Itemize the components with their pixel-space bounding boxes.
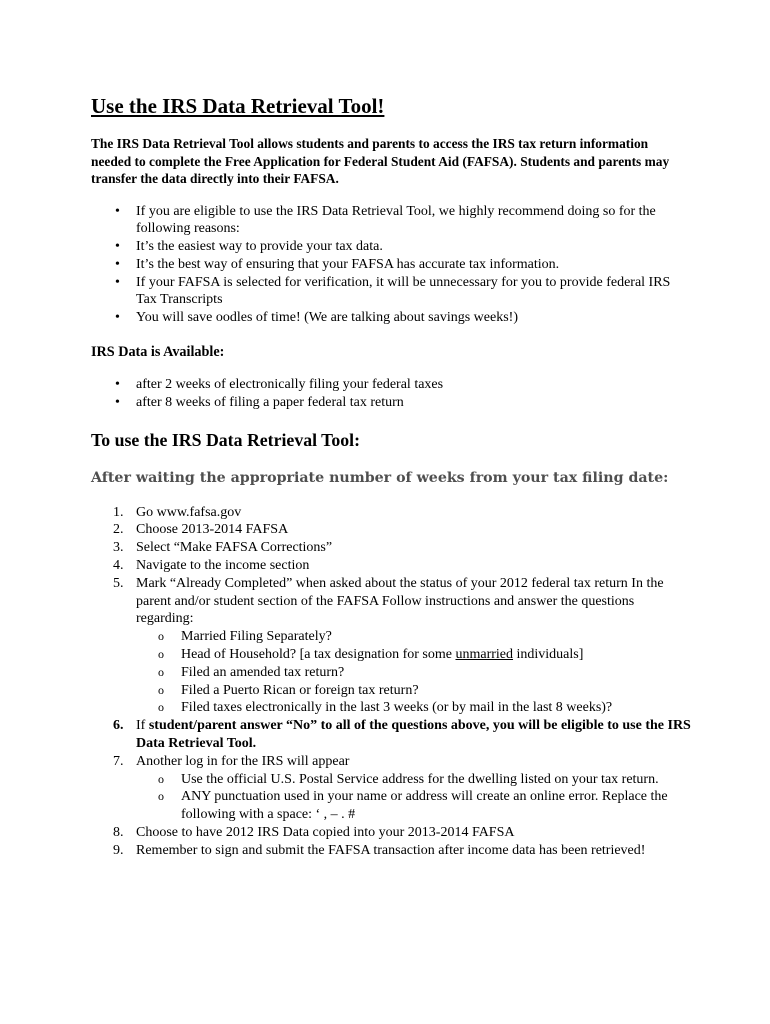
step-9: 9. Remember to sign and submit the FAFSA transaction after income data has been retrieved! xyxy=(113,842,646,858)
list-item: • It’s the easiest way to provide your tax data. xyxy=(115,239,383,255)
bullet-icon: • xyxy=(115,377,120,393)
step-5-questions xyxy=(136,628,691,717)
page-title: Use the IRS Data Retrieval Tool! xyxy=(91,94,385,118)
list-item: • If you are eligible to use the IRS Data Retrieval Tool, we highly recommend doing so for the following reasons: xyxy=(115,203,656,237)
step-7-notes xyxy=(136,771,691,824)
list-item: • after 2 weeks of electronically filing your federal taxes xyxy=(115,377,444,393)
step-7: 7. Another log in for the IRS will appear o Use the official U.S. Postal Service address for the dwelling listed on your tax return. o ANY punctuation used in your name or address will create an online error. Replace the following with a space: ‘ , – . # xyxy=(91,753,691,824)
circle-bullet-icon: o xyxy=(158,664,164,679)
bullet-icon: • xyxy=(115,256,120,272)
step-1: 1. Go www.fafsa.gov xyxy=(113,504,242,520)
circle-bullet-icon: o xyxy=(158,682,164,697)
bullet-icon: • xyxy=(115,310,120,326)
document-page xyxy=(91,93,691,860)
bullet-icon: • xyxy=(115,394,120,410)
bullet-icon: • xyxy=(115,274,120,290)
after-waiting-heading: After waiting the appropriate number of weeks from your tax filing date: xyxy=(91,469,669,486)
bullet-icon: • xyxy=(115,239,120,255)
intro-paragraph: The IRS Data Retrieval Tool allows students and parents to access the IRS tax return information needed to complete the Free Application for Federal Student Aid (FAFSA). Students and parents may transfer the data directly into their FAFSA. xyxy=(91,136,670,186)
step-5: 5. Mark “Already Completed” when asked about the status of your 2012 federal tax return In the parent and/or student section of the FAFSA Follow instructions and answer the questions regarding: o Married Filing Separately? o Head of Household? [a tax designation for some unmarried individuals] o Filed an amended tax return? o Filed a Puerto Rican or foreign tax return? o Filed taxes electronically in the last 3 weeks (or by mail in the last 8 weeks)? xyxy=(91,575,691,717)
available-heading: IRS Data is Available: xyxy=(91,344,225,361)
list-item: • If your FAFSA is selected for verification, it will be unnecessary for you to provide federal IRS Tax Transcripts xyxy=(115,274,671,308)
list-item: • You will save oodles of time! (We are talking about savings weeks!) xyxy=(115,310,518,326)
reasons-list xyxy=(91,203,691,328)
list-item: o Head of Household? [a tax designation for some unmarried individuals] xyxy=(158,647,584,663)
step-6: 6. If student/parent answer “No” to all of the questions above, you will be eligible to use the IRS Data Retrieval Tool. xyxy=(113,718,691,752)
circle-bullet-icon: o xyxy=(158,771,164,786)
list-item: • after 8 weeks of filing a paper federal tax return xyxy=(115,394,404,410)
list-item: o ANY punctuation used in your name or address will create an online error. Replace the following with a space: ‘ , – . # xyxy=(158,789,668,823)
list-item: o Filed a Puerto Rican or foreign tax return? xyxy=(158,682,419,698)
circle-bullet-icon: o xyxy=(158,647,164,662)
list-item: o Filed taxes electronically in the last 3 weeks (or by mail in the last 8 weeks)? xyxy=(158,700,613,716)
list-item: o Use the official U.S. Postal Service address for the dwelling listed on your tax return. xyxy=(158,771,659,787)
step-2: 2. Choose 2013-2014 FAFSA xyxy=(113,522,289,538)
step-8: 8. Choose to have 2012 IRS Data copied into your 2013-2014 FAFSA xyxy=(113,825,515,841)
list-item: • It’s the best way of ensuring that your FAFSA has accurate tax information. xyxy=(115,256,560,272)
step-4: 4. Navigate to the income section xyxy=(113,558,310,574)
bullet-icon: • xyxy=(115,203,120,219)
list-item: o Filed an amended tax return? xyxy=(158,664,345,680)
circle-bullet-icon: o xyxy=(158,700,164,715)
step-3: 3. Select “Make FAFSA Corrections” xyxy=(113,540,333,556)
availability-list xyxy=(91,376,691,412)
use-tool-heading: To use the IRS Data Retrieval Tool: xyxy=(91,429,361,450)
circle-bullet-icon: o xyxy=(158,629,164,644)
circle-bullet-icon: o xyxy=(158,789,164,804)
steps-list xyxy=(91,504,691,860)
list-item: o Married Filing Separately? xyxy=(158,629,332,645)
